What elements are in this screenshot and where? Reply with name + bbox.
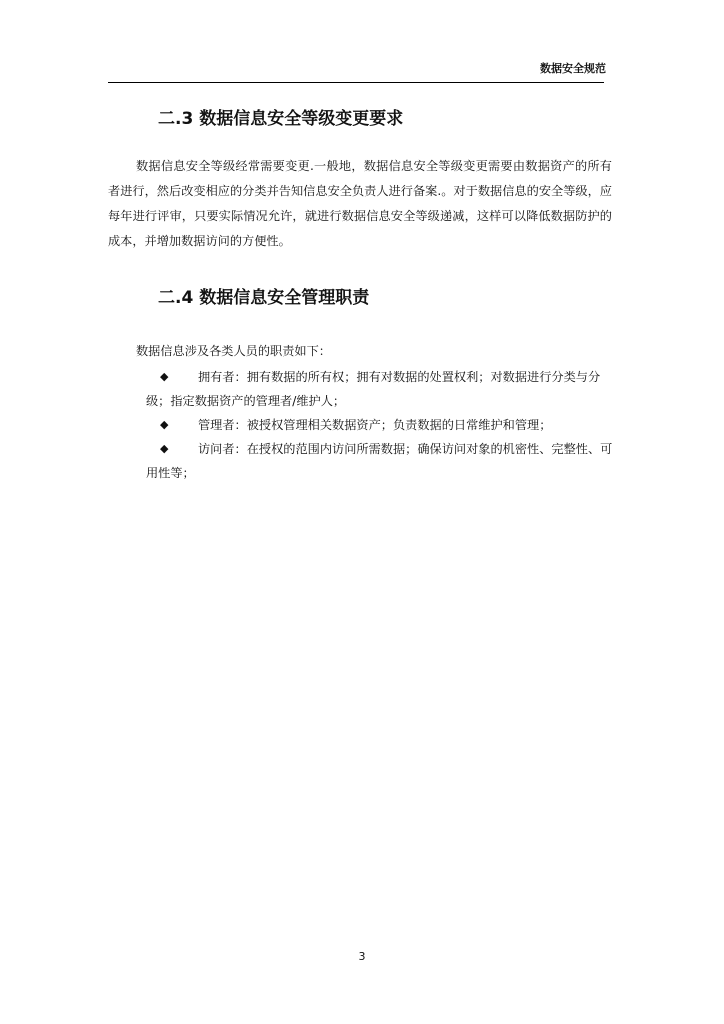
header-divider (108, 82, 604, 83)
list-item-text: 拥有者：拥有数据的所有权；拥有对数据的处置权利；对数据进行分类与分级；指定数据资产的管理者/维护人； (146, 370, 601, 408)
page-number: 3 (358, 950, 366, 963)
responsibility-list (146, 365, 616, 485)
diamond-bullet-icon: ◆ (160, 442, 169, 455)
running-header-title: 数据安全规范 (540, 62, 606, 75)
section-2-4-intro: 数据信息涉及各类人员的职责如下： (136, 344, 331, 358)
list-item-visitor (146, 437, 616, 485)
list-item-manager (146, 413, 616, 437)
list-item-text: 访问者：在授权的范围内访问所需数据；确保访问对象的机密性、完整性、可用性等； (146, 442, 613, 480)
list-item-owner (146, 365, 616, 413)
diamond-bullet-icon: ◆ (160, 370, 169, 383)
diamond-bullet-icon: ◆ (160, 418, 169, 431)
section-2-3-paragraph: 数据信息安全等级经常需要变更.一般地，数据信息安全等级变更需要由数据资产的所有者进行，然后改变相应的分类并告知信息安全负责人进行备案.。对于数据信息的安全等级，应每年进行评审，只要实际情况允许，就进行数据信息安全等级递减，这样可以降低数据防护的成本，并增加数据访问的方便性。 (108, 159, 612, 248)
section-heading-2-3: 二.3 数据信息安全等级变更要求 (158, 109, 404, 129)
section-heading-2-4: 二.4 数据信息安全管理职责 (158, 288, 370, 308)
list-item-text: 管理者：被授权管理相关数据资产；负责数据的日常维护和管理； (198, 418, 552, 432)
